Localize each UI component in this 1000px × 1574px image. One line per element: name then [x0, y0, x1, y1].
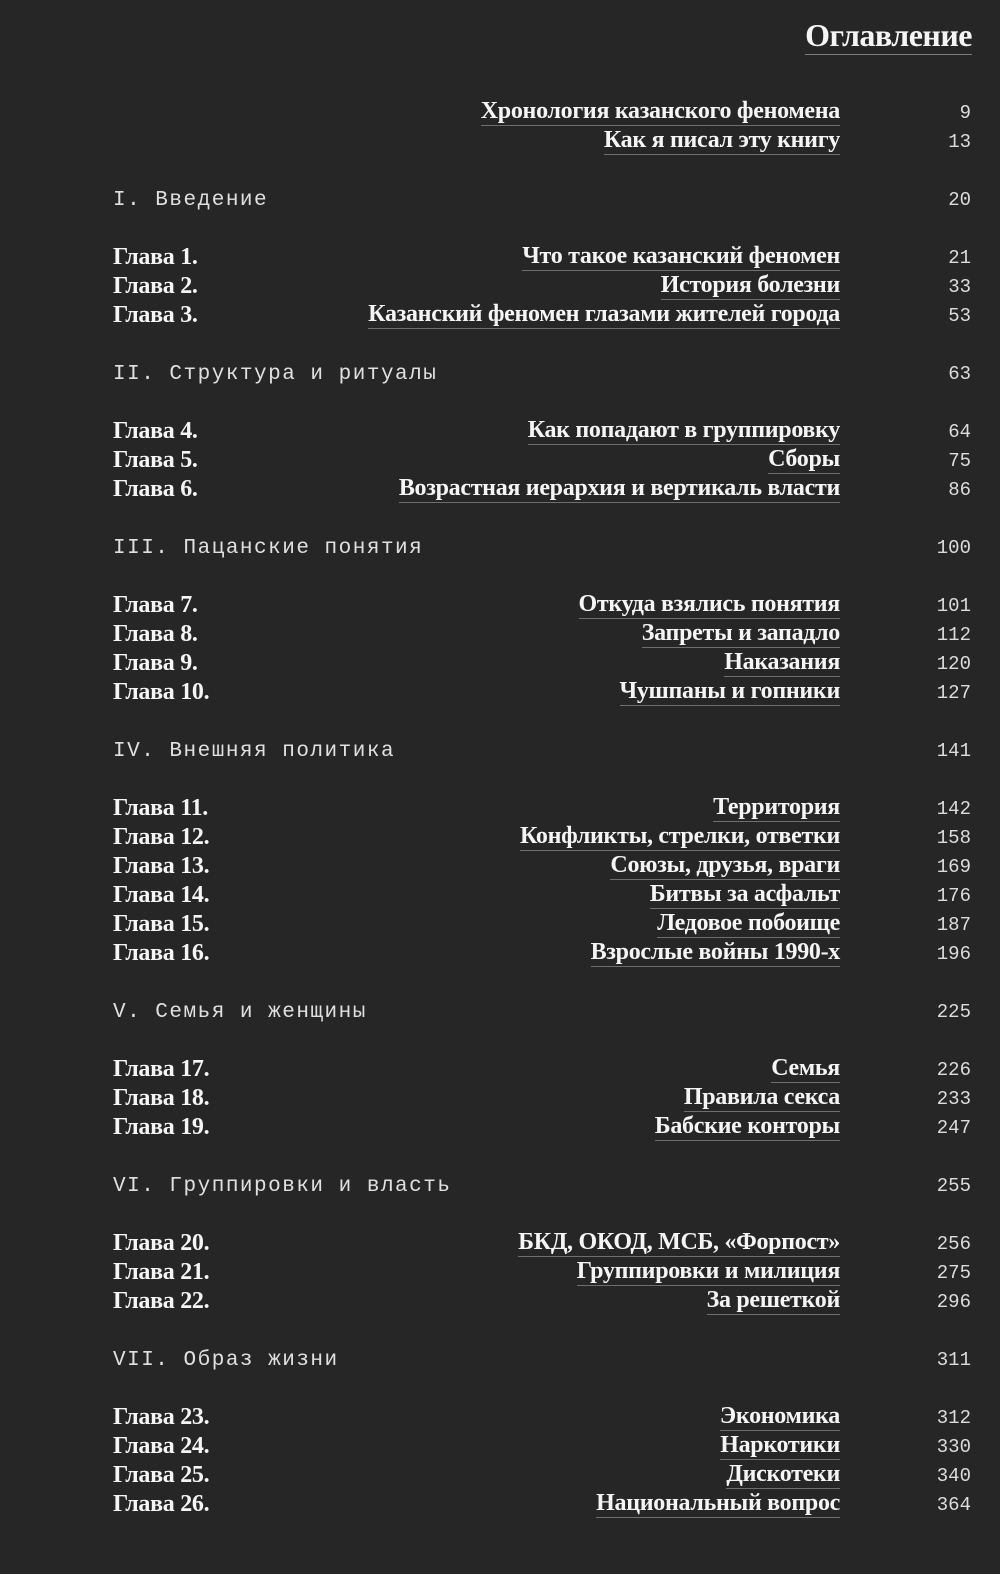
chapter-label: Глава 9.: [113, 650, 198, 676]
chapter-title: Национальный вопрос: [596, 1490, 840, 1516]
chapter-title: Запреты и западло: [641, 620, 840, 646]
section-row[interactable]: [0, 185, 1000, 214]
page-number: 364: [936, 1494, 971, 1516]
page-title: Оглавление: [805, 17, 972, 53]
page-number: 127: [936, 682, 971, 704]
section-title: V. Семья и женщины: [113, 1001, 367, 1024]
chapter-title: Возрастная иерархия и вертикаль власти: [398, 475, 840, 501]
page-number: 53: [948, 305, 971, 327]
chapter-label: Глава 16.: [113, 940, 210, 966]
chapter-title: История болезни: [660, 272, 840, 298]
chapter-row[interactable]: [0, 1258, 1000, 1287]
section-row[interactable]: [0, 997, 1000, 1026]
chapter-title: Территория: [713, 794, 840, 820]
page-number: 101: [936, 595, 971, 617]
chapter-label: Глава 22.: [113, 1288, 210, 1314]
page-number: 330: [936, 1436, 971, 1458]
chapter-row[interactable]: [0, 446, 1000, 475]
chapter-label: Глава 13.: [113, 853, 210, 879]
page-number: 275: [936, 1262, 971, 1284]
chapter-row[interactable]: [0, 823, 1000, 852]
chapter-title: Наказания: [724, 649, 840, 675]
chapter-title: Что такое казанский феномен: [522, 243, 840, 269]
chapter-row[interactable]: [0, 1287, 1000, 1316]
chapter-row[interactable]: [0, 852, 1000, 881]
page-number: 255: [936, 1175, 971, 1197]
chapter-label: Глава 21.: [113, 1259, 210, 1285]
chapter-title: Сборы: [768, 446, 840, 472]
section-title: I. Введение: [113, 189, 269, 212]
section-title: IV. Внешняя политика: [113, 740, 396, 763]
page-number: 9: [959, 102, 971, 124]
page-number: 21: [948, 247, 971, 269]
chapter-row[interactable]: [0, 1055, 1000, 1084]
page-number: 64: [948, 421, 971, 443]
chapter-title: Правила секса: [683, 1084, 840, 1110]
chapter-label: Глава 11.: [113, 795, 208, 821]
chapter-label: Глава 14.: [113, 882, 210, 908]
page-number: 312: [936, 1407, 971, 1429]
page-number: 233: [936, 1088, 971, 1110]
chapter-row[interactable]: [0, 910, 1000, 939]
page-number: 340: [936, 1465, 971, 1487]
chapter-label: Глава 8.: [113, 621, 198, 647]
chapter-row[interactable]: [0, 620, 1000, 649]
chapter-row[interactable]: [0, 243, 1000, 272]
chapter-label: Глава 5.: [113, 447, 198, 473]
page-number: 187: [936, 914, 971, 936]
chapter-title: За решеткой: [706, 1287, 840, 1313]
chapter-row[interactable]: [0, 649, 1000, 678]
chapter-title: Взрослые войны 1990-х: [590, 939, 840, 965]
chapter-title: Чушпаны и гопники: [619, 678, 840, 704]
chapter-row[interactable]: [0, 1229, 1000, 1258]
chapter-label: Глава 10.: [113, 679, 210, 705]
chapter-row[interactable]: [0, 1461, 1000, 1490]
page-number: 311: [936, 1349, 971, 1371]
chapter-title: Казанский феномен глазами жителей города: [368, 301, 840, 327]
page-number: 142: [936, 798, 971, 820]
chapter-title: Битвы за асфальт: [649, 881, 840, 907]
chapter-row[interactable]: [0, 301, 1000, 330]
page-number: 13: [948, 131, 971, 153]
chapter-label: Глава 6.: [113, 476, 198, 502]
chapter-row[interactable]: [0, 1084, 1000, 1113]
chapter-label: Глава 1.: [113, 244, 198, 270]
page-number: 141: [936, 740, 971, 762]
chapter-row[interactable]: [0, 417, 1000, 446]
chapter-row[interactable]: [0, 1490, 1000, 1519]
chapter-row[interactable]: [0, 881, 1000, 910]
chapter-label: Глава 20.: [113, 1230, 210, 1256]
section-row[interactable]: [0, 1345, 1000, 1374]
intro-row[interactable]: [0, 127, 1000, 156]
chapter-title: БКД, ОКОД, МСБ, «Форпост»: [518, 1229, 840, 1255]
page-number: 247: [936, 1117, 971, 1139]
page-number: 20: [948, 189, 971, 211]
chapter-label: Глава 15.: [113, 911, 210, 937]
page-number: 158: [936, 827, 971, 849]
chapter-title: Как попадают в группировку: [527, 417, 840, 443]
chapter-row[interactable]: [0, 591, 1000, 620]
section-row[interactable]: [0, 1171, 1000, 1200]
chapter-label: Глава 26.: [113, 1491, 210, 1517]
chapter-title: Наркотики: [720, 1432, 840, 1458]
chapter-row[interactable]: [0, 1113, 1000, 1142]
section-title: II. Структура и ритуалы: [113, 363, 438, 386]
page-number: 226: [936, 1059, 971, 1081]
intro-title: Хронология казанского феномена: [480, 98, 840, 124]
page-number: 176: [936, 885, 971, 907]
page-number: 86: [948, 479, 971, 501]
chapter-title: Экономика: [719, 1403, 840, 1429]
chapter-label: Глава 2.: [113, 273, 198, 299]
page-number: 256: [936, 1233, 971, 1255]
chapter-title: Дискотеки: [726, 1461, 840, 1487]
chapter-row[interactable]: [0, 272, 1000, 301]
chapter-title: Группировки и милиция: [576, 1258, 840, 1284]
chapter-label: Глава 4.: [113, 418, 198, 444]
page-number: 225: [936, 1001, 971, 1023]
chapter-label: Глава 12.: [113, 824, 210, 850]
chapter-row[interactable]: [0, 1403, 1000, 1432]
section-title: III. Пацанские понятия: [113, 537, 424, 560]
page-number: 169: [936, 856, 971, 878]
chapter-label: Глава 23.: [113, 1404, 210, 1430]
page-number: 196: [936, 943, 971, 965]
section-row[interactable]: [0, 736, 1000, 765]
intro-row[interactable]: [0, 98, 1000, 127]
page-number: 112: [936, 624, 971, 646]
chapter-title: Конфликты, стрелки, ответки: [520, 823, 840, 849]
chapter-row[interactable]: [0, 939, 1000, 968]
section-title: VI. Группировки и власть: [113, 1175, 452, 1198]
chapter-label: Глава 25.: [113, 1462, 210, 1488]
chapter-row[interactable]: [0, 1432, 1000, 1461]
chapter-label: Глава 7.: [113, 592, 198, 618]
chapter-row[interactable]: [0, 794, 1000, 823]
chapter-label: Глава 3.: [113, 302, 198, 328]
section-title: VII. Образ жизни: [113, 1349, 339, 1372]
chapter-label: Глава 24.: [113, 1433, 210, 1459]
section-row[interactable]: [0, 359, 1000, 388]
chapter-label: Глава 19.: [113, 1114, 210, 1140]
page-number: 33: [948, 276, 971, 298]
page-number: 63: [948, 363, 971, 385]
page-number: 100: [936, 537, 971, 559]
page-number: 75: [948, 450, 971, 472]
intro-title: Как я писал эту книгу: [603, 127, 840, 153]
section-row[interactable]: [0, 533, 1000, 562]
chapter-title: Союзы, друзья, враги: [610, 852, 840, 878]
page-number: 120: [936, 653, 971, 675]
chapter-title: Семья: [771, 1055, 840, 1081]
chapter-row[interactable]: [0, 475, 1000, 504]
chapter-title: Откуда взялись понятия: [578, 591, 840, 617]
chapter-title: Ледовое побоище: [657, 910, 840, 936]
page-number: 296: [936, 1291, 971, 1313]
chapter-label: Глава 17.: [113, 1056, 210, 1082]
chapter-title: Бабские конторы: [654, 1113, 840, 1139]
chapter-label: Глава 18.: [113, 1085, 210, 1111]
chapter-row[interactable]: [0, 678, 1000, 707]
